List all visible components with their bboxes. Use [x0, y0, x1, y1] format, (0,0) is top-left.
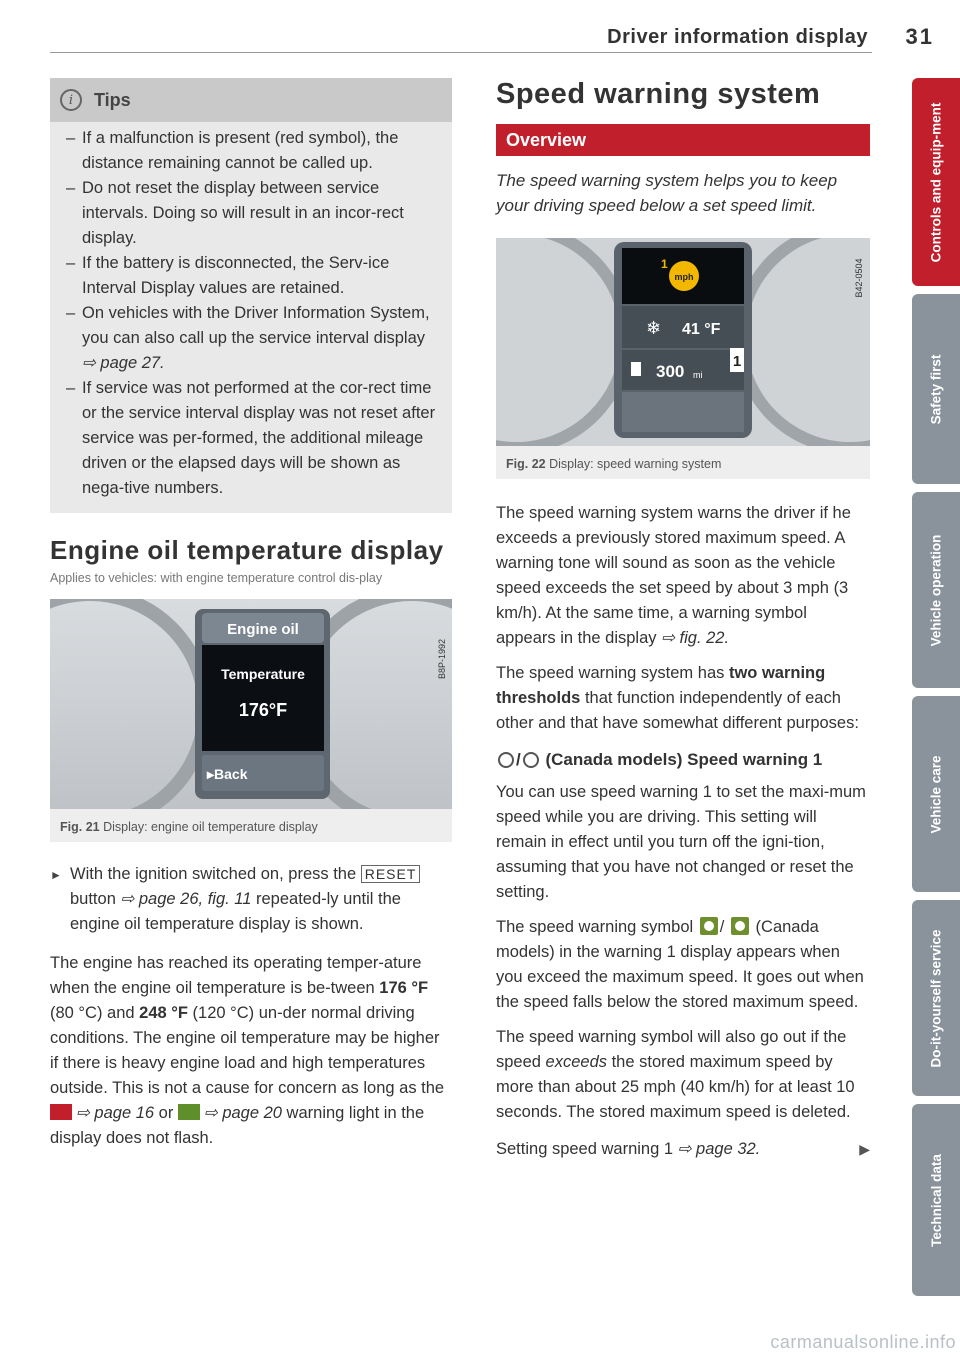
tips-item — [66, 301, 438, 376]
tips-item: – Do not reset the display between service intervals. Doing so will result in an incor-rect display. — [66, 176, 438, 251]
page-number: 31 — [905, 24, 934, 49]
tab-vehicle-operation[interactable]: Vehicle operation — [912, 492, 960, 688]
engine-oil-paragraph: The engine has reached its operating temper-ature when the engine oil temperature is be-tween 176 °F (80 °C) and 248 °F (120 °C) un-der normal driving conditions. The engine oil temperature may be higher if there is heavy engine load and high temperatures outside. This is not a cause for concern as long as the ⇨ page 16 or ⇨ page 20 warning light in the display does not flash. — [50, 954, 445, 1147]
speed-warning-symbol-canada-icon — [731, 917, 749, 935]
coolant-warning-red-icon — [50, 1104, 72, 1120]
tab-vehicle-care[interactable]: Vehicle care — [912, 696, 960, 892]
figure-code: B8P-1992 — [437, 638, 447, 680]
speed-paragraph-1: The speed warning system warns the driver if he exceeds a previously stored maximum speed. A warning tone will sound as soon as the vehicle speed exceeds the set speed by about 3 mph (3 km/h). At the same time, a warning symbol appears in the display ⇨ fig. 22. — [496, 504, 851, 647]
display-badge: 1 — [732, 353, 742, 370]
page-20-link[interactable]: ⇨ page 20 — [203, 1104, 282, 1122]
speed-paragraph-2: The speed warning system has two warning thresholds that function independently of each other and that have somewhat different purposes: — [496, 664, 859, 732]
page-26-link[interactable]: ⇨ page 26, fig. 11 — [120, 890, 252, 908]
continue-arrow-icon: ▶ — [859, 1141, 870, 1157]
kmh-symbol-icon — [523, 752, 539, 768]
speed-paragraph-5: The speed warning symbol will also go out if the speed exceeds the stored maximum speed by more than about 25 mph (40 km/h) for at least 10 seconds. The stored maximum speed is deleted. — [496, 1028, 855, 1121]
tips-box — [50, 78, 452, 513]
speed-warning-symbol-icon — [700, 917, 718, 935]
engine-oil-heading: Engine oil temperature display — [50, 535, 444, 565]
speed-paragraph-6: Setting speed warning 1 ⇨ page 32. ▶ — [496, 1137, 870, 1162]
tab-do-it-yourself-service[interactable]: Do-it-yourself service — [912, 900, 960, 1096]
mph-symbol-icon — [498, 752, 514, 768]
snowflake-icon: ❄ — [646, 318, 662, 339]
right-column — [496, 78, 870, 1162]
engine-oil-display-illustration — [50, 599, 452, 809]
figure-21 — [50, 599, 452, 842]
instruction-step: ► With the ignition switched on, press the RESET button ⇨ page 26, fig. 11 repeated-ly until the engine oil temperature display is shown. — [50, 862, 452, 937]
speed-warning-display-illustration — [496, 238, 870, 446]
tab-technical-data[interactable]: Technical data — [912, 1104, 960, 1296]
header-rule — [50, 52, 872, 53]
speed-warning-heading: Speed warning system — [496, 78, 821, 110]
speed-warning-1-subhead: / (Canada models) Speed warning 1 — [496, 750, 870, 770]
tab-safety-first[interactable]: Safety first — [912, 294, 960, 484]
fuel-pump-icon — [631, 362, 641, 376]
tab-controls-and-equipment[interactable]: Controls and equip-ment — [912, 78, 960, 286]
tips-item: – If a malfunction is present (red symbol), the distance remaining cannot be called up. — [66, 126, 438, 176]
range-unit: mi — [693, 370, 703, 380]
menu-title: Engine oil — [227, 621, 299, 638]
applies-note: Applies to vehicles: with engine temperature control dis-play — [50, 571, 383, 585]
warning-number: 1 — [661, 257, 668, 271]
page-27-link[interactable]: ⇨ page 27. — [82, 354, 165, 372]
tips-item: – If service was not performed at the cor-rect time or the service interval display was not reset after service was per-formed, the additional mileage driven or the elapsed days will be shown as nega-tive numbers. — [66, 376, 438, 501]
figure-22 — [496, 238, 870, 479]
running-header-title: Driver information display — [607, 26, 868, 48]
page-16-link[interactable]: ⇨ page 16 — [76, 1104, 155, 1122]
overview-bar: Overview — [496, 124, 870, 156]
figure-code: B42-0504 — [854, 258, 864, 298]
left-column — [50, 78, 452, 1151]
tips-title: Tips — [94, 89, 131, 110]
tips-item: – If the battery is disconnected, the Serv-ice Interval Display values are retained. — [66, 251, 438, 301]
mph-label: mph — [674, 272, 694, 282]
speed-paragraph-3: You can use speed warning 1 to set the maxi-mum speed while you are driving. This setting will remain in effect until you turn off the igni-tion, assuming that you have not changed or reset the setting. — [496, 783, 866, 901]
reset-button-label: RESET — [361, 865, 421, 883]
back-option: ▸Back — [207, 766, 248, 782]
info-icon: i — [60, 89, 82, 111]
page-32-link[interactable]: ⇨ page 32. — [677, 1140, 761, 1158]
range-value: 300 — [656, 362, 685, 381]
oil-warning-icon — [178, 1104, 200, 1120]
figure-caption: Fig. 21 Display: engine oil temperature display — [60, 820, 318, 834]
temperature-value: 176°F — [238, 700, 288, 720]
tips-header — [50, 78, 452, 122]
tips-item-text: On vehicles with the Driver Information System, you can also call up the service interval display — [82, 304, 430, 347]
outside-temperature: 41 °F — [682, 321, 721, 338]
watermark: carmanualsonline.info — [770, 1332, 956, 1352]
fig-22-link[interactable]: ⇨ fig. 22. — [661, 629, 730, 647]
chapter-tabs — [912, 0, 960, 1361]
tips-list — [50, 122, 452, 501]
speed-paragraph-4: The speed warning symbol / (Canada models) in the warning 1 display appears when you exceed the maximum speed. It goes out when the speed falls below the stored maximum speed. — [496, 918, 864, 1011]
figure-caption: Fig. 22 Display: speed warning system — [506, 457, 722, 471]
intro-text: The speed warning system helps you to keep your driving speed below a set speed limit. — [496, 171, 838, 215]
temperature-label: Temperature — [221, 666, 305, 682]
